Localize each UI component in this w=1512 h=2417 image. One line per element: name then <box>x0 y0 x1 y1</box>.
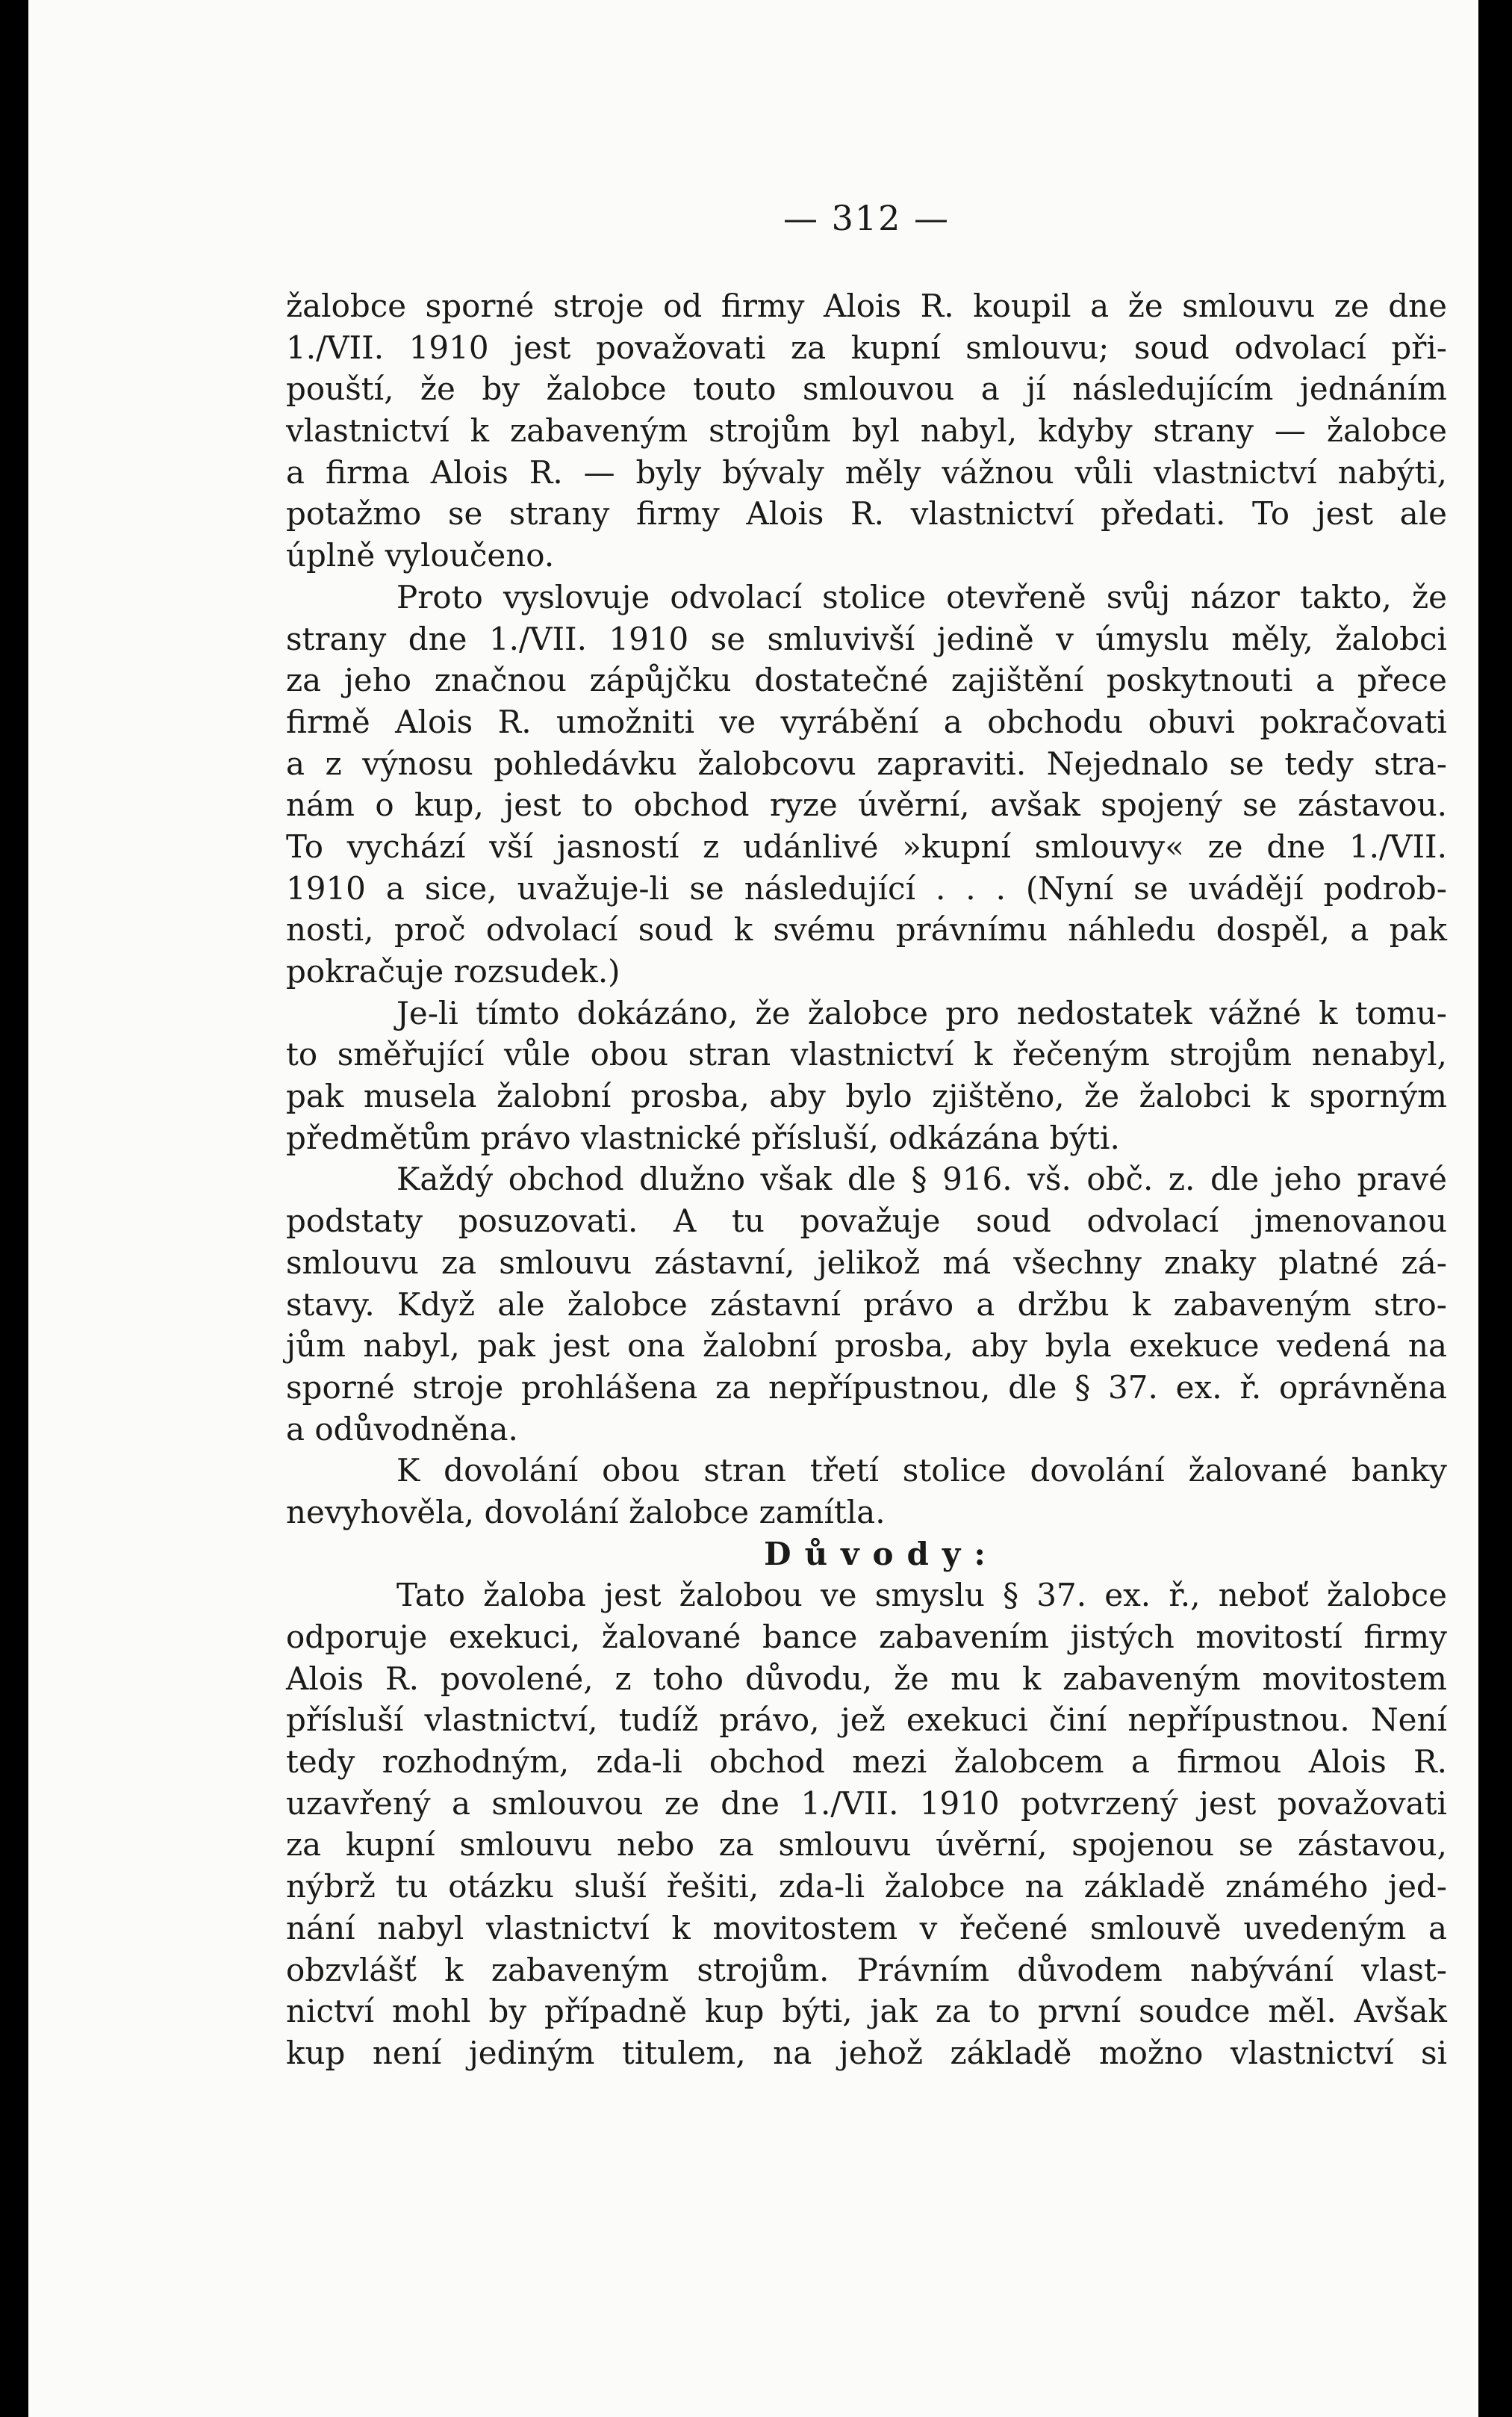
text-line: 1910 a sice, uvažuje-li se následující . . . (Nyní se uvádějí podrob- <box>286 869 1447 907</box>
text-line: nosti, proč odvolací soud k svému právnímu náhledu dospěl, a pak <box>286 911 1447 949</box>
text-line: a odůvodněna. <box>286 1410 518 1448</box>
text-line: nevyhověla, dovolání žalobce zamítla. <box>286 1493 886 1530</box>
text-line: a z výnosu pohledávku žalobcovu zapraviti. Nejednalo se tedy stra- <box>286 745 1447 782</box>
text-line: za kupní smlouvu nebo za smlouvu úvěrní, spojenou se zástavou, <box>286 1826 1447 1864</box>
text-line: za jeho značnou zápůjčku dostatečné zajištění poskytnouti a přece <box>286 662 1447 699</box>
paragraph <box>286 577 1447 993</box>
text-line: uzavřený a smlouvou ze dne 1./VII. 1910 potvrzený jest považovati <box>286 1784 1447 1822</box>
section-heading-wrapper <box>286 1533 1447 1575</box>
text-line: K dovolání obou stran třetí stolice dovolání žalované banky <box>396 1452 1447 1489</box>
text-line: smlouvu za smlouvu zástavní, jelikož má všechny znaky platné zá- <box>286 1244 1447 1281</box>
text-line: a firma Alois R. — byly bývaly měly vážnou vůli vlastnictví nabýti, <box>286 453 1447 491</box>
text-line: vlastnictví k zabaveným strojům byl nabyl, kdyby strany — žalobce <box>286 412 1447 450</box>
text-line: pouští, že by žalobce touto smlouvou a jí následujícím jednáním <box>286 370 1447 408</box>
text-line: nictví mohl by případně kup býti, jak za to první soudce měl. Avšak <box>286 1993 1447 2030</box>
page-number: — 312 — <box>783 198 951 238</box>
text-line: tedy rozhodným, zda-li obchod mezi žalobcem a firmou Alois R. <box>286 1743 1447 1781</box>
text-line: pokračuje rozsudek.) <box>286 953 620 990</box>
text-line: potažmo se strany firmy Alois R. vlastnictví předati. To jest ale <box>286 495 1447 533</box>
paragraph <box>286 1450 1447 1533</box>
text-line: pak musela žalobní prosba, aby bylo zjištěno, že žalobci k sporným <box>286 1078 1447 1115</box>
section-heading: Důvody: <box>764 1535 999 1572</box>
text-line: nám o kup, jest to obchod ryze úvěrní, avšak spojený se zástavou. <box>286 786 1447 824</box>
text-line: odporuje exekuci, žalované bance zabavením jistých movitostí firmy <box>286 1619 1447 1655</box>
text-line: nání nabyl vlastnictví k movitostem v řečené smlouvě uvedeným a <box>286 1909 1447 1946</box>
text-line: 1./VII. 1910 jest považovati za kupní smlouvu; soud odvolací při- <box>286 329 1447 366</box>
text-line: Je-li tímto dokázáno, že žalobce pro nedostatek vážné k tomu- <box>396 994 1447 1031</box>
text-line: podstaty posuzovati. A tu považuje soud odvolací jmenovanou <box>286 1203 1447 1240</box>
text-line: žalobce sporné stroje od firmy Alois R. koupil a že smlouvu ze dne <box>286 288 1447 324</box>
paragraph <box>286 1574 1447 2073</box>
text-line: strany dne 1./VII. 1910 se smluvivší jedině v úmyslu měly, žalobci <box>286 620 1447 657</box>
page-body <box>286 285 1447 2074</box>
text-line: předmětům právo vlastnické přísluší, odkázána býti. <box>286 1119 1120 1156</box>
paragraph <box>286 993 1447 1159</box>
text-line: To vychází vší jasností z udánlivé »kupní smlouvy« ze dne 1./VII. <box>286 828 1447 865</box>
text-line: kup není jediným titulem, na jehož základě možno vlastnictví si <box>286 2034 1447 2071</box>
text-line: úplně vyloučeno. <box>286 537 555 574</box>
text-line: Proto vyslovuje odvolací stolice otevřeně svůj názor takto, že <box>396 578 1447 615</box>
paragraph <box>286 285 1447 577</box>
paragraph <box>286 1158 1447 1450</box>
text-line: firmě Alois R. umožniti ve vyrábění a obchodu obuvi pokračovati <box>286 703 1447 740</box>
text-line: Tato žaloba jest žalobou ve smyslu § 37. ex. ř., neboť žalobce <box>396 1577 1447 1614</box>
text-line: Alois R. povolené, z toho důvodu, že mu k zabaveným movitostem <box>286 1660 1447 1697</box>
text-line: nýbrž tu otázku sluší řešiti, zda-li žalobce na základě známého jed- <box>286 1868 1447 1905</box>
text-line: to směřující vůle obou stran vlastnictví k řečeným strojům nenabyl, <box>286 1036 1447 1073</box>
scanned-page <box>28 0 1478 2417</box>
text-line: přísluší vlastnictví, tudíž právo, jež exekuci činí nepřípustnou. Není <box>286 1701 1447 1739</box>
text-line: jům nabyl, pak jest ona žalobní prosba, aby byla exekuce vedená na <box>286 1327 1447 1365</box>
text-line: stavy. Když ale žalobce zástavní právo a držbu k zabaveným stro- <box>286 1285 1447 1323</box>
text-line: sporné stroje prohlášena za nepřípustnou, dle § 37. ex. ř. oprávněna <box>286 1368 1447 1406</box>
text-line: Každý obchod dlužno však dle § 916. vš. obč. z. dle jeho pravé <box>396 1161 1447 1198</box>
text-line: obzvlášť k zabaveným strojům. Právním důvodem nabývání vlast- <box>286 1951 1447 1988</box>
